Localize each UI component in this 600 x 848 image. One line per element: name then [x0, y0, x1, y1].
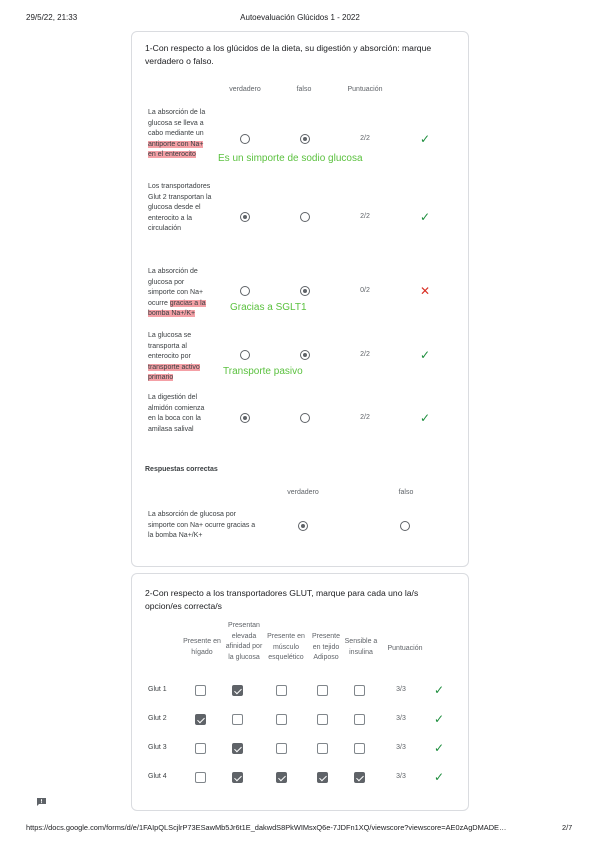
q1-radio-falso[interactable] [300, 212, 310, 222]
q2-checkbox[interactable] [317, 743, 328, 754]
q2-checkbox[interactable] [276, 714, 287, 725]
correct-column-falso: falso [398, 489, 414, 496]
correct-answer-radio-falso [400, 521, 410, 531]
q1-row-text: La digestión del almidón comienza en la boca con la amilasa salival [148, 394, 205, 433]
q2-checkbox[interactable] [232, 685, 243, 696]
q2-checkbox[interactable] [276, 772, 287, 783]
q1-radio-verdadero[interactable] [240, 134, 250, 144]
handwritten-annotation: Es un simporte de sodio glucosa [218, 153, 363, 164]
q1-row-text: La glucosa se transporta al enterocito por [148, 332, 192, 361]
q2-row-label: Glut 2 [148, 715, 167, 722]
q2-checkbox[interactable] [232, 743, 243, 754]
q1-row-score: 2/2 [360, 213, 370, 220]
q2-column-header: Presente en tejido Adiposo [311, 633, 341, 661]
q2-checkbox[interactable] [195, 743, 206, 754]
q1-radio-falso[interactable] [300, 413, 310, 423]
q2-checkbox[interactable] [195, 772, 206, 783]
q2-checkbox[interactable] [276, 743, 287, 754]
q1-row-label [148, 331, 212, 384]
q2-column-header: Presentan elevada afinidad por la glucosa [225, 622, 263, 661]
check-icon: ✓ [420, 132, 431, 146]
q2-checkbox[interactable] [195, 714, 206, 725]
close-icon: ✕ [420, 284, 431, 298]
handwritten-annotation: Transporte pasivo [223, 366, 303, 377]
q2-checkbox[interactable] [232, 772, 243, 783]
q1-row-label [148, 108, 212, 161]
q1-radio-verdadero[interactable] [240, 286, 250, 296]
q1-radio-verdadero[interactable] [240, 413, 250, 423]
print-url: https://docs.google.com/forms/d/e/1FAIpQLScjlrP73ESawMb5Jr6t1E_dakwdS8PkWIMsxQ6e-7JDFn1XQ/viewscore?viewscore=AE0zAgDMADE… [26, 823, 507, 832]
q1-row-label [148, 267, 212, 320]
correct-answer-radio-verdadero [298, 521, 308, 531]
question-2-title: 2-Con respecto a los transportadores GLUT, marque para cada uno la/s opcion/es correcta/s [145, 588, 419, 611]
page-number: 2/7 [562, 823, 573, 832]
q2-row-score: 3/3 [396, 686, 406, 693]
correct-column-verdadero: verdadero [287, 489, 319, 496]
question-card-2 [131, 573, 469, 811]
q1-radio-falso[interactable] [300, 286, 310, 296]
column-header-falso: falso [296, 86, 312, 93]
q2-row-label: Glut 1 [148, 686, 167, 693]
q1-row-highlight: transporte activo primario [148, 363, 200, 382]
correct-answer-row-label: La absorción de glucosa por simporte con Na+ ocurre gracias a la bomba Na+/K+ [148, 511, 256, 540]
q2-column-header: Sensible a insulina [344, 638, 378, 656]
q1-row-text: La absorción de glucosa por simporte con Na+ ocurre [148, 268, 204, 307]
q2-row-score: 3/3 [396, 773, 406, 780]
correct-answers-label: Respuestas correctas [145, 466, 218, 473]
question-card-1 [131, 31, 469, 567]
q2-checkbox[interactable] [276, 685, 287, 696]
q1-row-label [148, 393, 212, 435]
q2-row-score: 3/3 [396, 715, 406, 722]
q1-radio-falso[interactable] [300, 350, 310, 360]
check-icon: ✓ [434, 770, 445, 784]
q2-checkbox[interactable] [317, 772, 328, 783]
print-date: 29/5/22, 21:33 [26, 13, 78, 22]
check-icon: ✓ [434, 741, 445, 755]
q2-row-label: Glut 3 [148, 744, 167, 751]
q1-row-highlight: antiporte con Na+ en el enterocito [148, 140, 204, 159]
print-header [0, 13, 600, 25]
check-icon: ✓ [420, 411, 431, 425]
q2-column-header: Presente en músculo esquelético [267, 633, 305, 661]
q2-row-score: 3/3 [396, 744, 406, 751]
q1-row-label [148, 182, 212, 235]
q1-radio-falso[interactable] [300, 134, 310, 144]
q2-checkbox[interactable] [354, 685, 365, 696]
column-header-verdadero: verdadero [229, 86, 261, 93]
q2-checkbox[interactable] [354, 772, 365, 783]
column-header-puntuacion: Puntuación [347, 86, 383, 93]
check-icon: ✓ [434, 712, 445, 726]
q2-row-label: Glut 4 [148, 773, 167, 780]
q2-checkbox[interactable] [195, 685, 206, 696]
q2-checkbox[interactable] [232, 714, 243, 725]
q2-checkbox[interactable] [354, 743, 365, 754]
feedback-icon[interactable] [36, 797, 47, 807]
q1-radio-verdadero[interactable] [240, 212, 250, 222]
q1-radio-verdadero[interactable] [240, 350, 250, 360]
q2-column-header: Puntuación [387, 645, 423, 652]
q1-row-score: 2/2 [360, 135, 370, 142]
q1-row-text: Los transportadores Glut 2 transportan la glucosa desde el enterocito a la circulación [148, 183, 212, 233]
q1-row-score: 0/2 [360, 287, 370, 294]
q2-column-header: Presente en hígado [183, 638, 221, 656]
q1-row-score: 2/2 [360, 414, 370, 421]
print-title: Autoevaluación Glúcidos 1 - 2022 [240, 13, 360, 22]
q2-checkbox[interactable] [317, 685, 328, 696]
check-icon: ✓ [420, 210, 431, 224]
handwritten-annotation: Gracias a SGLT1 [230, 302, 307, 313]
check-icon: ✓ [434, 683, 445, 697]
check-icon: ✓ [420, 348, 431, 362]
q2-checkbox[interactable] [354, 714, 365, 725]
q1-row-highlight: gracias a la bomba Na+/K+ [148, 299, 206, 318]
q1-row-text: La absorción de la glucosa se lleva a cabo mediante un [148, 109, 206, 138]
q1-row-score: 2/2 [360, 351, 370, 358]
question-1-title: 1-Con respecto a los glúcidos de la dieta, su digestión y absorción: marque verdadero o falso. [145, 43, 432, 66]
q2-checkbox[interactable] [317, 714, 328, 725]
